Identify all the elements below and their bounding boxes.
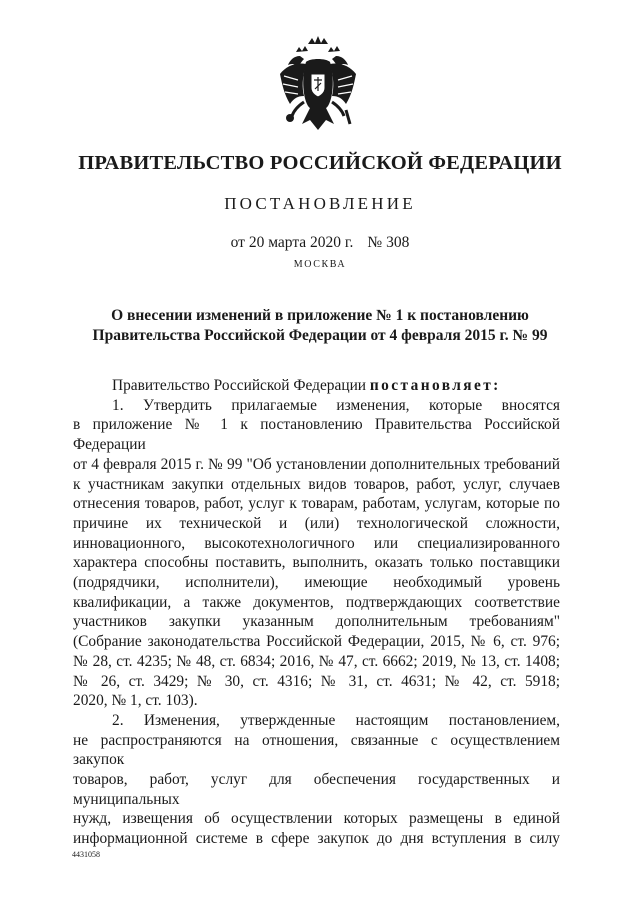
text-line: в приложение № 1 к постановлению Правительства Российской Федерации xyxy=(73,416,560,454)
text-line: инновационного, высокотехнологичного или специализированного xyxy=(73,534,560,552)
date-and-number xyxy=(0,234,640,252)
text-line: информационной системе в сфере закупок до дня вступления в силу xyxy=(73,830,560,848)
title-line: О внесении изменений в приложение № 1 к постановлению xyxy=(111,307,529,324)
text-line: от 4 февраля 2015 г. № 99 "Об установлении дополнительных требований xyxy=(73,455,560,473)
document-date: от 20 марта 2020 г. xyxy=(230,234,354,251)
text-line: не распространяются на отношения, связанные с осуществлением закупок xyxy=(73,731,560,769)
document-title xyxy=(60,306,580,346)
text-line: товаров, работ, услуг для обеспечения государственных и муниципальных xyxy=(73,771,560,808)
intro-paragraph xyxy=(73,376,560,396)
text-line: причине их технической и (или) технологической сложности, xyxy=(73,514,560,532)
paragraph-item-2 xyxy=(73,711,560,849)
text-line: 2. Изменения, утвержденные настоящим постановлением, xyxy=(112,711,560,729)
document-body xyxy=(73,376,560,849)
text-line: отнесения товаров, работ, услуг к товарам, работам, услугам, которые по xyxy=(73,495,560,513)
double-headed-eagle-emblem-icon xyxy=(270,34,366,138)
text-line: к участникам закупки отдельных видов товаров, работ, услуг, случаев xyxy=(73,475,560,493)
text-line: нужд, извещения об осуществлении которых размещены в единой xyxy=(73,810,560,828)
title-line: Правительства Российской Федерации от 4 февраля 2015 г. № 99 xyxy=(92,327,548,344)
organization-title: ПРАВИТЕЛЬСТВО РОССИЙСКОЙ ФЕДЕРАЦИИ xyxy=(78,152,562,174)
intro-verb: постановляет: xyxy=(369,377,501,394)
paragraph-item-1 xyxy=(73,396,560,711)
text-line: № 26, ст. 3429; № 30, ст. 4316; № 31, ст. 4631; № 42, ст. 5918; xyxy=(73,672,560,690)
text-line: (подрядчики, исполнители), имеющие необходимый уровень xyxy=(73,574,560,592)
intro-subject: Правительство Российской Федерации xyxy=(112,377,367,394)
text-line: 2020, № 1, ст. 103). xyxy=(73,692,198,710)
city: МОСКВА xyxy=(293,259,347,270)
text-line: 1. Утвердить прилагаемые изменения, которые вносятся xyxy=(112,396,560,414)
text-line: (Собрание законодательства Российской Федерации, 2015, № 6, ст. 976; xyxy=(73,633,560,651)
document-code: 4431058 xyxy=(72,850,100,859)
document-number: № 308 xyxy=(367,234,410,251)
text-line: квалификации, а также документов, подтверждающих соответствие xyxy=(73,593,560,611)
document-type: ПОСТАНОВЛЕНИЕ xyxy=(224,194,416,213)
text-line: № 28, ст. 4235; № 48, ст. 6834; 2016, № 47, ст. 6662; 2019, № 13, ст. 1408; xyxy=(73,652,560,670)
text-line: участников закупки указанным дополнительным требованиям" xyxy=(73,613,560,631)
text-line: характера способны поставить, выполнить, оказать только поставщики xyxy=(73,554,560,572)
